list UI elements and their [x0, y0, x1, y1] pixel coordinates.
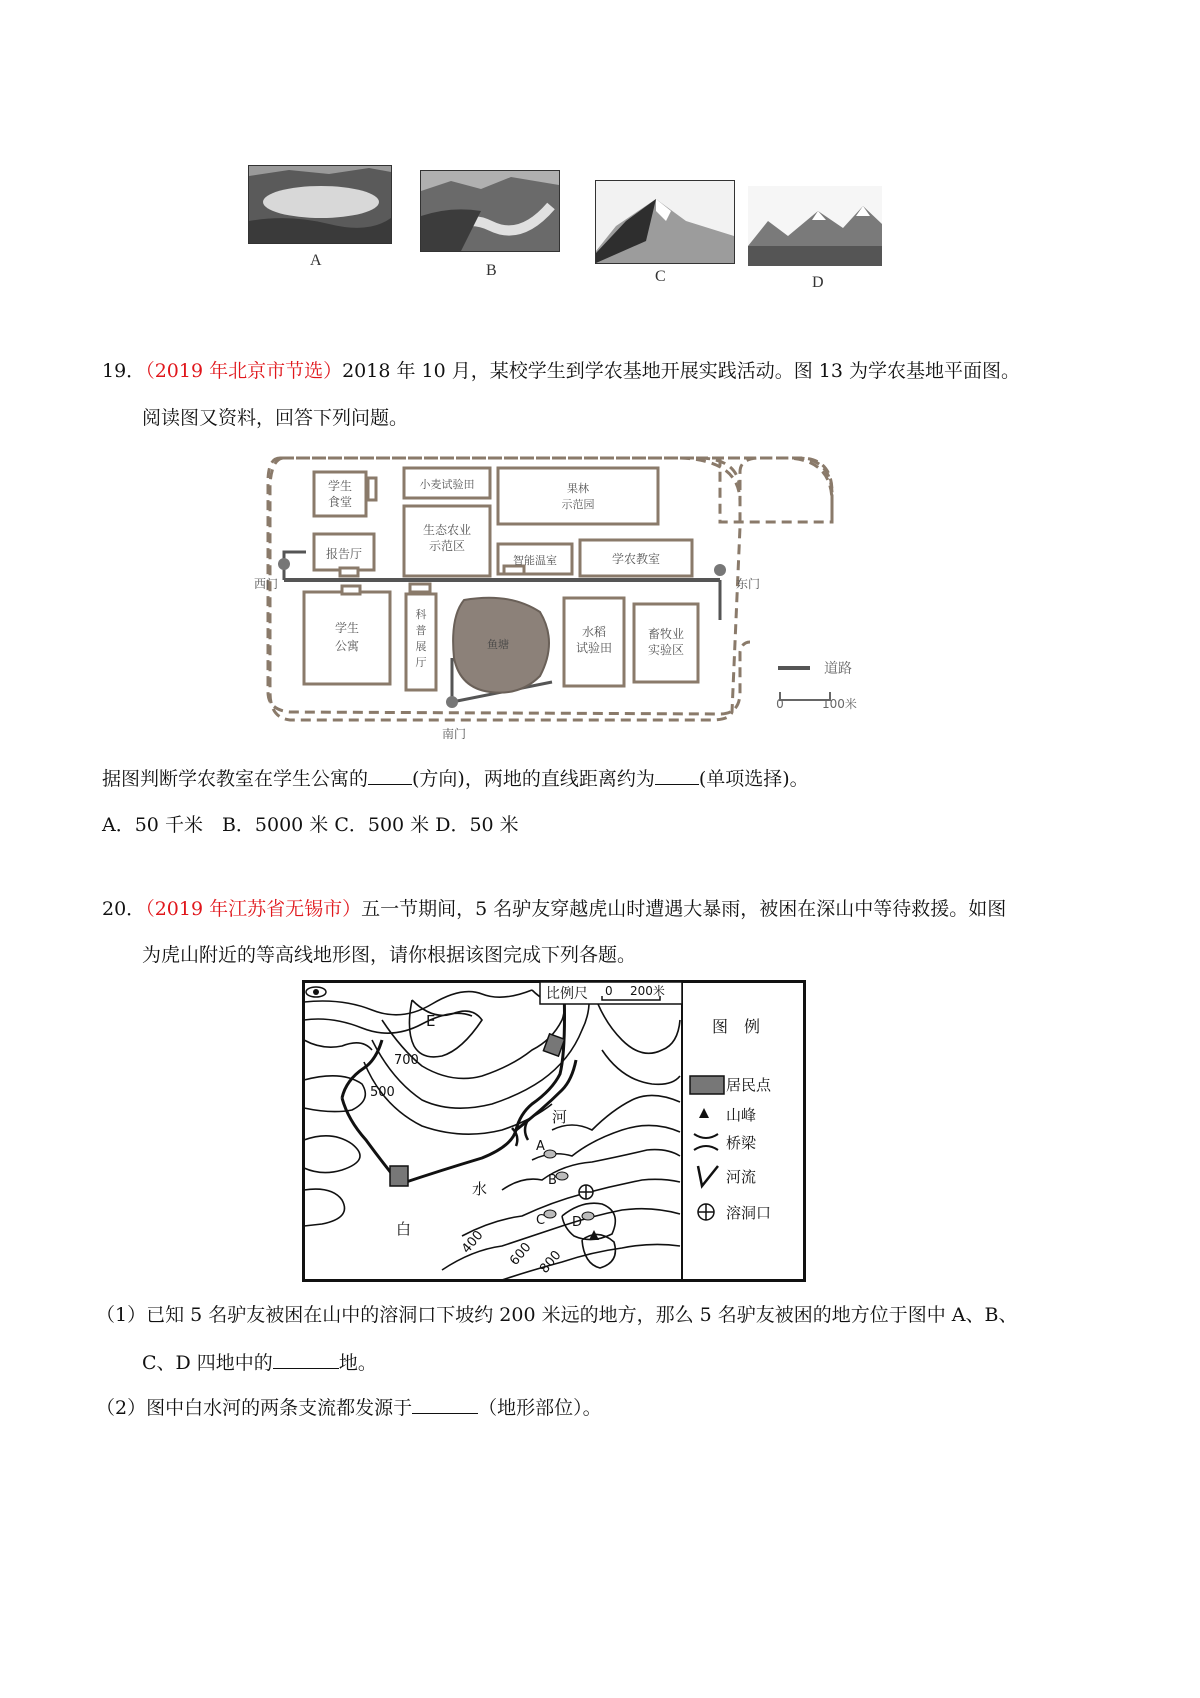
photo-a-caption: A — [310, 252, 322, 269]
q20-sub1-line1: （1）已知 5 名驴友被困在山中的溶洞口下坡约 200 米远的地方，那么 5 名驴友被困的地方位于图中 A、B、 — [96, 1304, 1018, 1326]
legend-bridge: 桥梁 — [726, 1134, 757, 1152]
label-d: D — [572, 1215, 583, 1230]
river-label-he: 河 — [552, 1108, 568, 1126]
q19-line1 — [102, 360, 1020, 382]
q20-sub1-line2 — [142, 1352, 377, 1374]
label-c: C — [536, 1213, 546, 1228]
label-hall: 报告厅 — [325, 547, 363, 561]
q19-line2: 阅读图又资料，回答下列问题。 — [142, 407, 409, 429]
label-science-3: 展 — [415, 640, 427, 653]
q19-blank-distance[interactable] — [655, 768, 699, 785]
label-livestock-2: 实验区 — [647, 643, 685, 657]
photo-c — [595, 180, 735, 264]
q19-question-b: (方向)，两地的直线距离约为 — [412, 768, 655, 790]
map2-scale-200: 200米 — [630, 984, 665, 998]
photo-a — [248, 165, 392, 244]
q20-sub2-b: （地形部位）。 — [478, 1397, 602, 1419]
photo-b-caption: B — [486, 262, 497, 279]
q19-question-c: (单项选择)。 — [698, 768, 809, 790]
q20-line2: 为虎山附近的等高线地形图，请你根据该图完成下列各题。 — [142, 944, 637, 966]
dorm — [304, 592, 390, 684]
label-livestock-1: 畜牧业 — [647, 627, 685, 641]
q20-sub2 — [96, 1397, 602, 1419]
map2-scale-0: 0 — [605, 984, 613, 998]
q20-blank-location[interactable] — [273, 1352, 339, 1369]
label-west-gate: 西门 — [253, 577, 279, 591]
legend-peak: 山峰 — [726, 1106, 757, 1124]
q20-sub2-a: （2）图中白水河的两条支流都发源于 — [96, 1397, 413, 1419]
label-science-4: 厅 — [415, 656, 427, 669]
label-a: A — [536, 1139, 545, 1154]
label-eco-1: 生态农业 — [422, 523, 472, 537]
legend-settlement-swatch — [690, 1076, 724, 1094]
q20-blank-terrain[interactable] — [412, 1397, 478, 1414]
river-label-shui: 水 — [472, 1180, 488, 1198]
scale-100: 100米 — [822, 697, 857, 711]
q19-question-a: 据图判断学农教室在学生公寓的 — [102, 768, 369, 790]
photo-c-caption: C — [655, 268, 666, 285]
contour-800: 800 — [537, 1247, 565, 1277]
label-orchard-2: 示范园 — [561, 498, 595, 511]
river-label-bai: 白 — [396, 1220, 412, 1238]
q20-sub1-b: C、D 四地中的 — [142, 1352, 273, 1374]
label-east-gate: 东门 — [735, 577, 761, 591]
label-dorm-2: 公寓 — [334, 639, 360, 653]
label-science-1: 科 — [415, 608, 427, 621]
label-south-gate: 南门 — [441, 727, 467, 741]
q19-blank-direction[interactable] — [368, 768, 412, 785]
label-eco-2: 示范区 — [428, 539, 466, 553]
q20-number: 20． — [102, 898, 146, 920]
label-dorm-1: 学生 — [334, 621, 360, 635]
q19-number: 19． — [102, 360, 146, 382]
legend-river: 河流 — [726, 1168, 757, 1186]
q19-options: A．50 千米 B．5000 米 C．500 米 D．50 米 — [102, 814, 519, 836]
label-rice-2: 试验田 — [575, 641, 613, 655]
contour-500: 500 — [370, 1085, 395, 1100]
contour-400: 400 — [459, 1227, 487, 1257]
photo-d-caption: D — [812, 274, 824, 291]
photo-d — [748, 186, 882, 266]
label-orchard-1: 果林 — [567, 482, 589, 495]
contour-map — [302, 980, 806, 1282]
settlement-w — [390, 1166, 408, 1186]
label-rice-1: 水稻 — [581, 625, 607, 639]
q19-question — [102, 768, 809, 790]
label-canteen-2: 食堂 — [327, 495, 353, 509]
label-canteen-1: 学生 — [327, 479, 353, 493]
label-pond: 鱼塘 — [487, 638, 509, 651]
label-wheat: 小麦试验田 — [419, 478, 475, 491]
farm-base-map — [240, 452, 880, 744]
q20-text-1: 五一节期间，5 名驴友穿越虎山时遭遇大暴雨，被困在深山中等待救援。如图 — [361, 898, 1007, 920]
label-science-2: 普 — [415, 624, 427, 637]
q20-sub1-c: 地。 — [338, 1352, 377, 1374]
label-e: E — [426, 1012, 436, 1030]
q20-line1 — [102, 898, 1006, 920]
label-greenhouse: 智能温室 — [513, 554, 557, 567]
orchard — [498, 468, 658, 524]
label-classroom: 学农教室 — [611, 552, 661, 566]
q19-text-1: 2018 年 10 月，某校学生到学农基地开展实践活动。图 13 为学农基地平面图。 — [342, 360, 1021, 382]
scale-label: 比例尺 — [546, 986, 588, 1002]
legend-road-label: 道路 — [824, 661, 852, 677]
q19-source: （2019 年北京市节选） — [145, 360, 343, 382]
contour-700: 700 — [394, 1053, 419, 1068]
q20-source: （2019 年江苏省无锡市） — [145, 898, 362, 920]
legend-cave: 溶洞口 — [726, 1204, 772, 1222]
label-b: B — [548, 1173, 557, 1188]
legend-settlement: 居民点 — [726, 1076, 772, 1094]
contour-600: 600 — [507, 1239, 535, 1269]
legend-title: 图 例 — [712, 1017, 761, 1036]
photo-b — [420, 170, 560, 252]
scale-0: 0 — [776, 697, 784, 711]
